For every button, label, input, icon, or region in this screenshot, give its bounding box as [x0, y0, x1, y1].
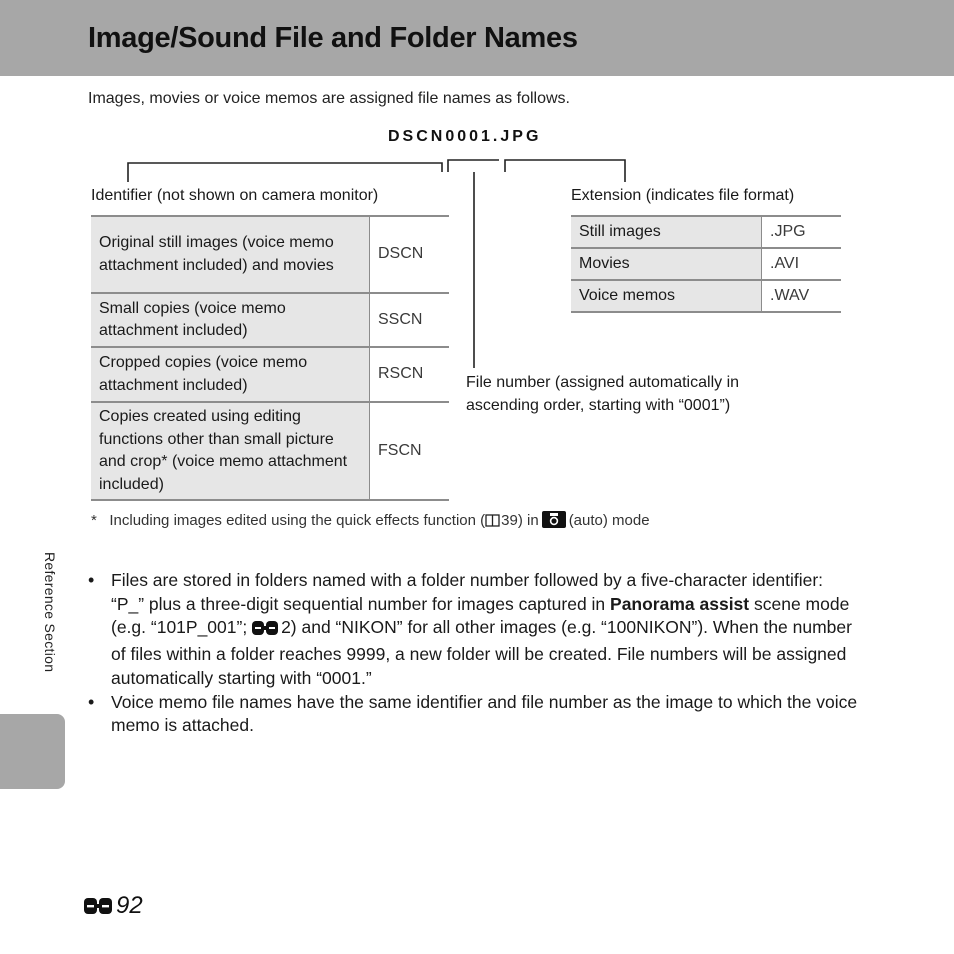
filename-example: DSCN0001.JPG: [388, 128, 542, 145]
reference-section-icon: [252, 619, 280, 643]
identifier-description: Small copies (voice memo attachment included): [91, 293, 370, 347]
table-row: [91, 216, 449, 293]
identifier-description: Cropped copies (voice memo attachment included): [91, 347, 370, 402]
bullet-bold-text: Panorama assist: [610, 593, 750, 614]
bullet-list: [88, 569, 858, 738]
footnote-page-ref: 39: [501, 512, 518, 529]
extension-type: Still images: [571, 216, 762, 248]
book-icon: [485, 513, 500, 532]
page-title: Image/Sound File and Folder Names: [88, 22, 578, 54]
bullet-text: scene mode (e.g. “101P_001”;: [111, 593, 850, 638]
table-row: [91, 402, 449, 500]
footnote: [91, 511, 650, 532]
number-bracket: [448, 160, 499, 172]
identifier-bracket: [128, 163, 442, 182]
table-row: [91, 293, 449, 347]
file-number-caption: File number (assigned automatically in ascending order, starting with “0001”): [466, 374, 740, 414]
extension-bracket: [505, 160, 625, 182]
extension-table: [571, 215, 841, 313]
bullet-text: Voice memo file names have the same identifier and file number as the image to which the voice memo is attached.: [111, 691, 858, 736]
intro-text: Images, movies or voice memos are assigned file names as follows.: [88, 90, 570, 107]
table-row: [571, 280, 841, 312]
bullet-ref-page: 2: [281, 617, 291, 638]
extension-value: .WAV: [762, 280, 842, 312]
identifier-code: RSCN: [370, 347, 450, 402]
page-number: [84, 892, 143, 922]
extension-type: Movies: [571, 248, 762, 280]
section-label: Reference Section: [42, 552, 58, 673]
list-item: [88, 691, 858, 738]
identifier-code: DSCN: [370, 216, 450, 293]
footnote-text-middle: ) in: [517, 512, 539, 529]
extension-type: Voice memos: [571, 280, 762, 312]
camera-icon: [542, 511, 566, 532]
footnote-text-before: Including images edited using the quick effects function (: [109, 512, 486, 529]
page-number-value: 92: [116, 892, 143, 919]
extension-value: .JPG: [762, 216, 842, 248]
list-item: [88, 569, 858, 691]
identifier-code: FSCN: [370, 402, 450, 500]
reference-section-icon: [84, 894, 114, 922]
identifier-description: Original still images (voice memo attachment included) and movies: [91, 216, 370, 293]
table-row: [571, 248, 841, 280]
identifier-caption: Identifier (not shown on camera monitor): [91, 187, 379, 204]
bullet-text: ) and “NIKON” for all other images (e.g. “100NIKON”). When the number of files within a folder reaches 9999, a new folder will be created. File numbers will be assigned automatically starting with “0001.”: [111, 617, 852, 688]
table-row: [91, 347, 449, 402]
extension-value: .AVI: [762, 248, 842, 280]
table-row: [571, 216, 841, 248]
section-tab: [0, 714, 65, 789]
identifier-table: [91, 215, 449, 501]
bullet-text: Files are stored in folders named with a folder number followed by a five-character identifier: “P_” plus a three-digit sequential number for images captured in: [111, 570, 824, 614]
footnote-marker: *: [91, 512, 97, 529]
footnote-text-after: (auto) mode: [568, 512, 650, 529]
extension-caption: Extension (indicates file format): [571, 187, 795, 204]
identifier-description: Copies created using editing functions other than small picture and crop* (voice memo attachment included): [91, 402, 370, 500]
identifier-code: SSCN: [370, 293, 450, 347]
